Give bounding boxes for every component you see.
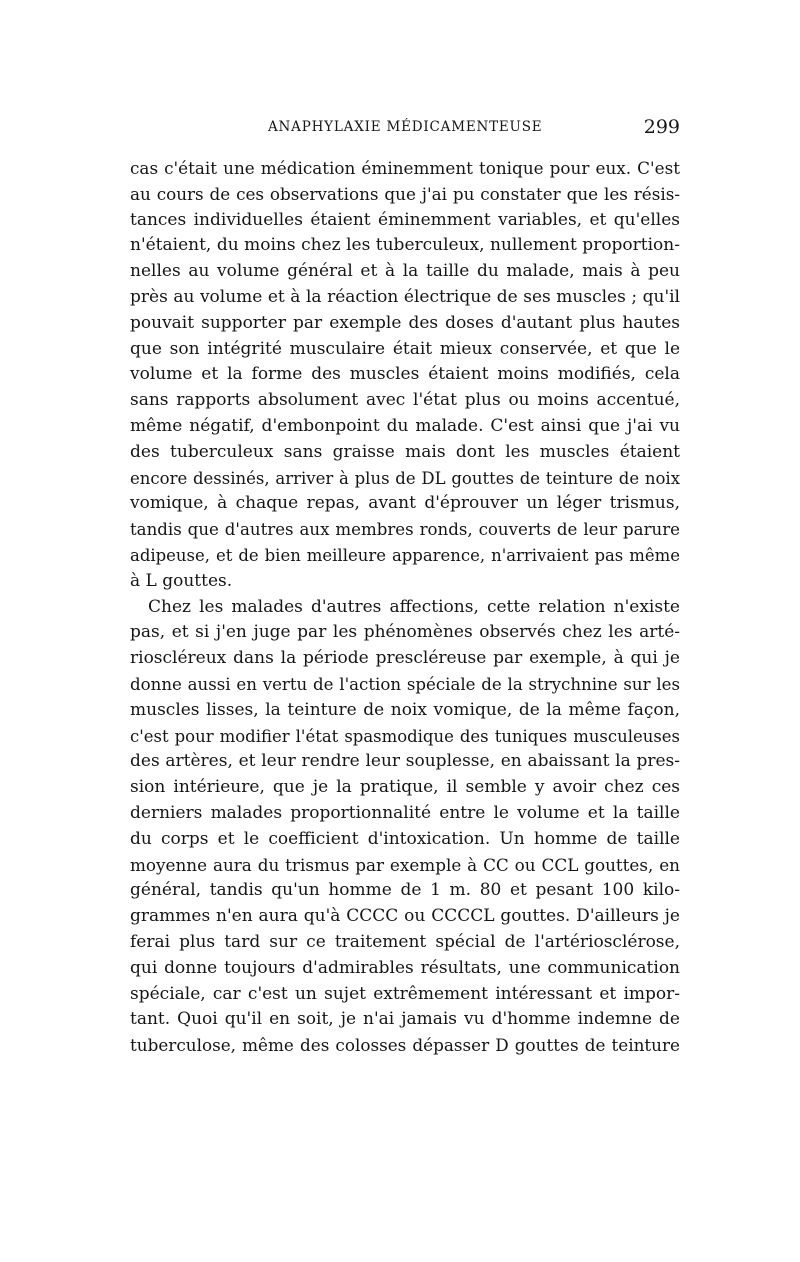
text-line: vomique, à chaque repas, avant d'éprouver un léger trismus, xyxy=(130,493,680,514)
text-line: même négatif, d'embonpoint du malade. C'est ainsi que j'ai vu xyxy=(130,415,680,436)
text-line: derniers malades proportionnalité entre le volume et la taille xyxy=(130,802,680,823)
text-line: sans rapports absolument avec l'état plus ou moins accentué, xyxy=(130,390,680,411)
text-line: que son intégrité musculaire était mieux conservée, et que le xyxy=(130,338,680,359)
running-title: ANAPHYLAXIE MÉDICAMENTEUSE xyxy=(268,119,543,135)
paragraph-start-line: Chez les malades d'autres affections, cette relation n'existe xyxy=(148,596,680,617)
text-line: c'est pour modifier l'état spasmodique des tuniques musculeuses xyxy=(130,726,680,746)
running-header xyxy=(128,116,680,140)
text-line: tuberculose, même des colosses dépasser D gouttes de teinture xyxy=(130,1035,680,1056)
text-line: des tuberculeux sans graisse mais dont les muscles étaient xyxy=(130,441,680,462)
text-line: au cours de ces observations que j'ai pu constater que les résis- xyxy=(130,183,680,204)
text-line: n'étaient, du moins chez les tuberculeux, nullement proportion- xyxy=(130,235,680,256)
paragraph-end-line: à L gouttes. xyxy=(130,570,233,591)
text-line: donne aussi en vertu de l'action spéciale de la strychnine sur les xyxy=(130,674,680,694)
text-line: nelles au volume général et à la taille du malade, mais à peu xyxy=(130,261,680,282)
text-line: du corps et le coefficient d'intoxication. Un homme de taille xyxy=(130,828,680,849)
text-line: moyenne aura du trismus par exemple à CC ou CCL gouttes, en xyxy=(130,854,680,875)
text-line: tandis que d'autres aux membres ronds, couverts de leur parure xyxy=(130,520,680,540)
text-line: qui donne toujours d'admirables résultats, une communication xyxy=(130,957,680,978)
text-line: tances individuelles étaient éminemment variables, et qu'elles xyxy=(130,209,680,230)
text-line: spéciale, car c'est un sujet extrêmement intéressant et impor- xyxy=(130,983,680,1004)
body-text xyxy=(130,156,680,1059)
text-line: muscles lisses, la teinture de noix vomique, de la même façon, xyxy=(130,699,680,720)
page-number: 299 xyxy=(643,116,680,138)
text-line: volume et la forme des muscles étaient moins modifiés, cela xyxy=(130,364,680,385)
text-line: général, tandis qu'un homme de 1 m. 80 et pesant 100 kilo- xyxy=(130,880,680,901)
text-line: tant. Quoi qu'il en soit, je n'ai jamais vu d'homme indemne de xyxy=(130,1009,680,1030)
text-line: grammes n'en aura qu'à CCCC ou CCCCL gouttes. D'ailleurs je xyxy=(130,906,680,927)
text-line: rioscléreux dans la période prescléreuse par exemple, à qui je xyxy=(130,648,680,669)
text-line: ferai plus tard sur ce traitement spécial de l'artériosclérose, xyxy=(130,931,680,952)
text-line: des artères, et leur rendre leur souplesse, en abaissant la pres- xyxy=(130,751,680,772)
text-line: pas, et si j'en juge par les phénomènes observés chez les arté- xyxy=(130,622,680,643)
text-line: cas c'était une médication éminemment tonique pour eux. C'est xyxy=(130,158,680,178)
text-line: pouvait supporter par exemple des doses d'autant plus hautes xyxy=(130,312,680,333)
text-line: encore dessinés, arriver à plus de DL gouttes de teinture de noix xyxy=(130,468,680,488)
text-line: sion intérieure, que je la pratique, il semble y avoir chez ces xyxy=(130,777,680,798)
text-line: adipeuse, et de bien meilleure apparence, n'arrivaient pas même xyxy=(130,545,680,565)
text-line: près au volume et à la réaction électrique de ses muscles ; qu'il xyxy=(130,286,680,307)
